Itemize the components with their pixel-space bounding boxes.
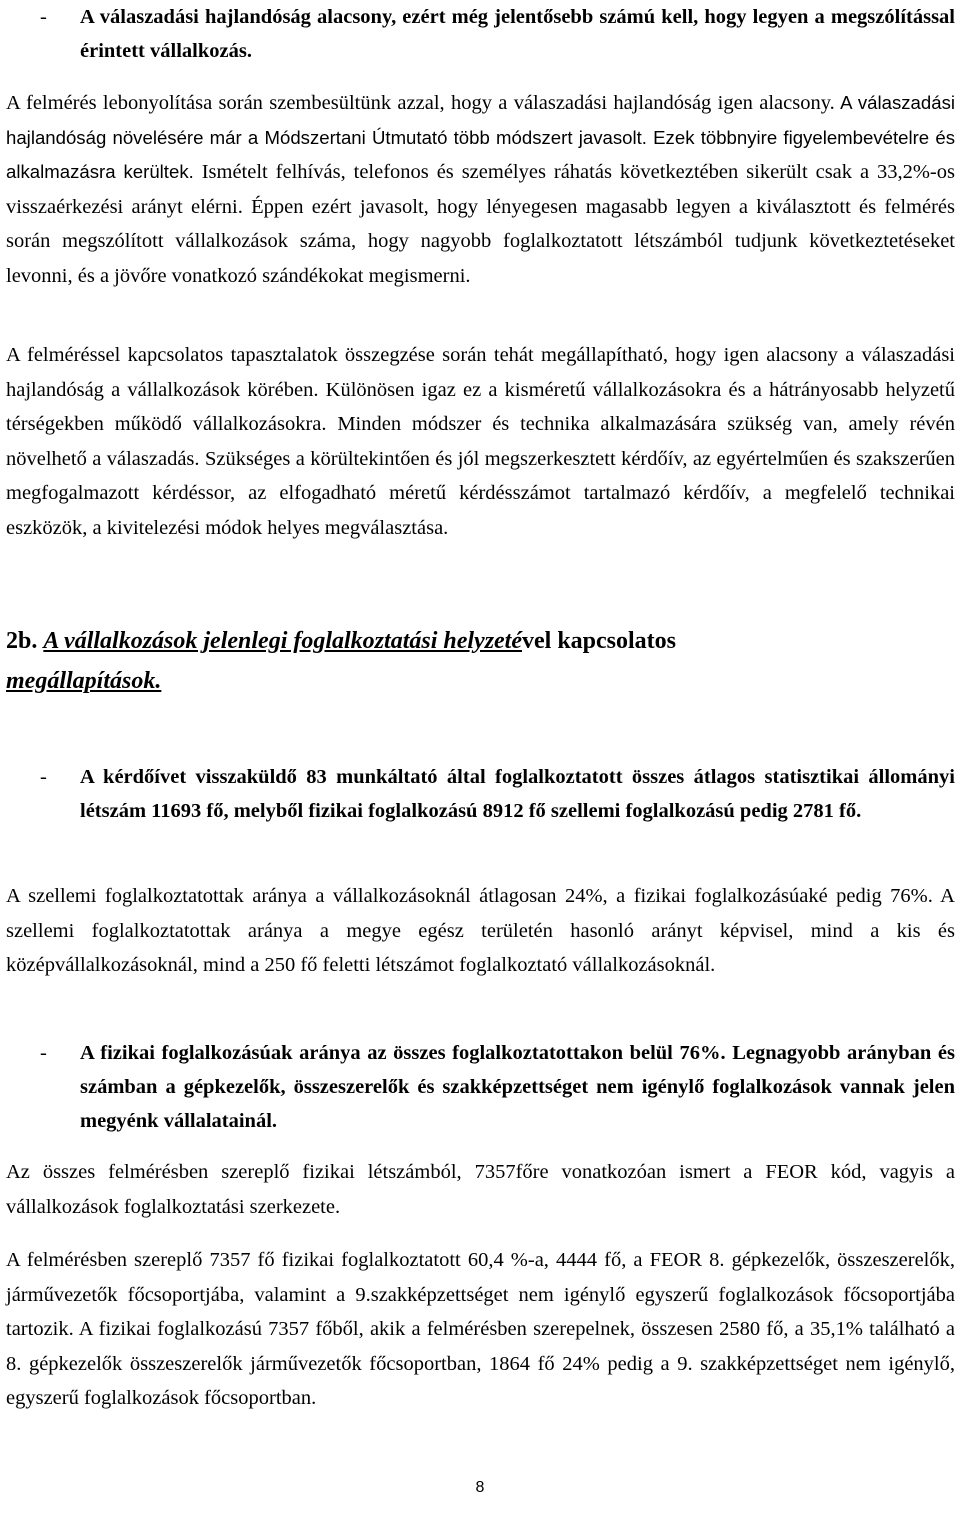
heading-rest: vel kapcsolatos xyxy=(522,628,677,654)
heading-italic-part-2: megállapítások. xyxy=(6,668,162,694)
paragraph-text-serif-2: Ismételt felhívás, telefonos és személyes ráhatás következtében sikerült csak a 33,2%-os visszaérkezési arányt elérni. Éppen ezért javasolt, hogy lényegesen magasabb legyen a kiválasztott és felmérés során megszólított vállalkozások száma, hogy nagyobb foglalkoztatott létszámból tudjunk következtetéseket levonni, és a jövőre vonatkozó szándékokat megismerni. xyxy=(6,161,955,287)
bullet-dash: - xyxy=(40,6,47,28)
bullet-text: A válaszadási hajlandóság alacsony, ezért még jelentősebb számú kell, hogy legyen a megszólítással érintett vállalkozás. xyxy=(80,6,955,62)
paragraph-summary: A felméréssel kapcsolatos tapasztalatok összegzése során tehát megállapítható, hogy igen alacsony a válaszadási hajlandóság a vállalkozások körében. Különösen igaz ez a kisméretű vállalkozásokra és a hátrányosabb helyzetű térségekben működő vállalkozásokra. Minden módszer és technika alkalmazására szükség van, amely révén növelhető a válaszadás. Szükséges a körültekintően és jól megszerkesztett kérdőív, az egyértelműen és szakszerűen megfogalmazott kérdéssor, az elfogadható méretű kérdésszámot tartalmazó kérdőív, a megfelelő technikai eszközök, a kivitelezési módok helyes megválasztása. xyxy=(6,344,955,539)
paragraph-text-sans: A válaszadási hajlandóság növelésére már a Módszertani Útmutató több módszert javasolt. Ezek többnyire figyelembevételre és alkalmazásra kerültek. xyxy=(6,92,956,182)
paragraph-white-collar-ratio: A szellemi foglalkoztatottak aránya a vállalkozásoknál átlagosan 24%, a fizikai foglalkozásúaké pedig 76%. A szellemi foglalkoztatottak aránya a megye egész területén hasonló arányt képvisel, mind a kis és középvállalkozásoknál, mind a 250 fő feletti létszámot foglalkoztató vállalkozásoknál. xyxy=(6,885,955,976)
bullet-text: A kérdőívet visszaküldő 83 munkáltató által foglalkoztatott összes átlagos statisztikai állományi létszám 11693 fő, melyből fizikai foglalkozású 8912 fő szellemi foglalkozású pedig 2781 fő. xyxy=(80,766,955,822)
bullet-blue-collar xyxy=(6,1036,955,1138)
heading-italic-part: A vállalkozások jelenlegi foglalkoztatási helyzeté xyxy=(43,628,522,654)
heading-number: 2b. xyxy=(6,628,44,654)
bullet-dash: - xyxy=(40,766,47,788)
bullet-dash: - xyxy=(40,1042,47,1064)
paragraph-text-serif: A felmérés lebonyolítása során szembesültünk azzal, hogy a válaszadási hajlandóság igen alacsony. xyxy=(6,92,835,114)
bullet-headcount xyxy=(6,760,955,828)
paragraph-feor-groups: A felmérésben szereplő 7357 fő fizikai foglalkoztatott 60,4 %-a, 4444 fő, a FEOR 8. gépkezelők, összeszerelők, járművezetők főcsoportjába, valamint a 9.szakképzettséget nem igénylő egyszerű foglalkozások főcsoportjába tartozik. A fizikai foglalkozású 7357 főből, akik a felmérésben szerepelnek, összesen 2580 fő, a 35,1% található a 8. gépkezelők összeszerelők járművezetők főcsoportban, 1864 fő 24% pedig a 9. szakképzettséget nem igénylő, egyszerű foglalkozások főcsoportban. xyxy=(6,1249,955,1409)
bullet-text: A fizikai foglalkozásúak aránya az összes foglalkoztatottakon belül 76%. Legnagyobb arányban és számban a gépkezelők, összeszerelők és szakképzettséget nem igénylő foglalkozások vannak jelen megyénk vállalatainál. xyxy=(80,1042,955,1132)
paragraph-feor-code: Az összes felmérésben szereplő fizikai létszámból, 7357főre vonatkozóan ismert a FEOR kód, vagyis a vállalkozások foglalkoztatási szerkezete. xyxy=(6,1161,955,1218)
page-number: 8 xyxy=(475,1479,485,1496)
paragraph-survey-experience xyxy=(6,86,955,293)
section-heading-2b xyxy=(6,621,955,701)
bullet-response-rate xyxy=(6,0,955,68)
